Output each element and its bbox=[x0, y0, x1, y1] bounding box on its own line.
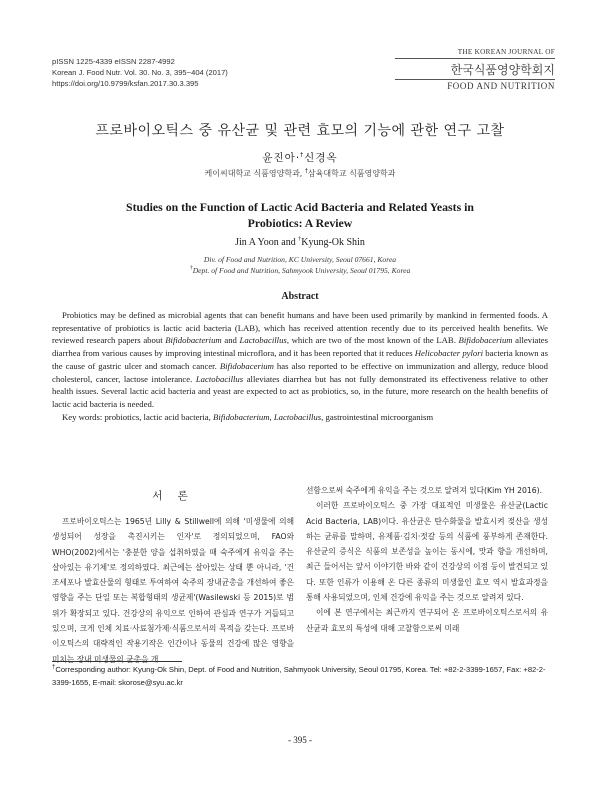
taxon-name: Bifidobacterium bbox=[165, 335, 222, 346]
citation-line: Korean J. Food Nutr. Vol. 30. No. 3, 395~404 (2017) bbox=[52, 68, 228, 77]
citation-block bbox=[52, 56, 228, 89]
corresponding-mark-en: † bbox=[298, 236, 302, 243]
abstract-paragraph bbox=[52, 309, 548, 411]
author-separator: · bbox=[295, 152, 301, 164]
abstract-text: Probiotics may be defined as microbial agents that can benefit humans and have been used primarily by mankind in fermented foods. A representative of probiotics is lactic acid bacteria (LAB), which has received attention recently due to its perceived health benefits. We reviewed research papers about bbox=[52, 310, 548, 346]
doi-line: https://doi.org/10.9799/ksfan.2017.30.3.395 bbox=[52, 79, 199, 88]
body-paragraph: 프로바이오틱스는 1965년 Lilly & Stillwell에 의해 '미생물에 의해 생성되어 성장을 촉진시키는 인자'로 정의되었으며, FAO와 WHO(2002)에서는 '충분한 양을 섭취하였을 때 숙주에게 유익을 주는 살아있는 유기체'로 정의하였다. 최근에는 살아있는 상태 뿐 아니라, '건조세포나 발효산물의 형태로 투여하여 숙주의 장내균총을 개선하여 좋은 영향을 주는 단일 또는 복합형태의 생균제'(Wasilewski 등 2015)로 범위가 확장되고 있다. 건강상의 유익으로 인하여 관심과 연구가 거듭되고 있으며, 크게 인체 치료·사료첨가제·식품으로서의 목적을 갖는다. 프로바이오틱스의 대략적인 작용기작은 인간이나 동물의 건강에 많은 영향을 미치는 장내 미생물의 균총을 개 bbox=[52, 517, 294, 664]
affil-1-en: Div. of Food and Nutrition, KC University, Seoul 07661, Korea bbox=[203, 255, 397, 264]
body-column-left bbox=[52, 514, 294, 667]
affil-2-ko: 삼육대학교 식품영양학과 bbox=[307, 169, 396, 178]
keyword-taxon: Lactobacillus bbox=[273, 411, 322, 422]
author-2-ko: 신경옥 bbox=[304, 152, 338, 164]
abstract-heading: Abstract bbox=[281, 291, 319, 302]
author-1-ko: 윤진아 bbox=[262, 152, 296, 164]
affil-2-en: Dept. of Food and Nutrition, Sahmyook University, Seoul 01795, Korea bbox=[192, 266, 411, 275]
affil-mark-en: † bbox=[189, 265, 193, 272]
journal-name-en-2: FOOD AND NUTRITION bbox=[395, 79, 555, 91]
taxon-name: Lactobacillus bbox=[239, 335, 287, 346]
affil-mark: † bbox=[304, 167, 308, 175]
section-heading-introduction: 서 론 bbox=[152, 490, 194, 502]
abstract-text: bacteria known as the cause of gastric ulcer and stomach cancer. bbox=[52, 348, 549, 371]
abstract-text: alleviates diarrhea but has not fully demonstrated its effectiveness relative to other health issues. Several lactic acid bacteria and yeast are expected to act as probiotics, so, in the future, more research on the health benefits of lactic acid bacteria is needed. bbox=[52, 373, 549, 409]
abstract-text: has also reported to be effective on immunization and allergy, reduce blood cholesterol, cancer, lactose intolerance. bbox=[52, 360, 548, 384]
corresponding-author-footnote bbox=[52, 664, 548, 689]
corresponding-mark: † bbox=[300, 151, 305, 159]
body-column-right bbox=[306, 483, 548, 636]
author-1-en: Jin A Yoon and bbox=[235, 237, 296, 248]
korean-affiliations bbox=[0, 168, 600, 179]
abstract-text: alleviates diarrhea from various causes by improving intestinal microflora, and it has been reported that it reduces bbox=[52, 335, 548, 359]
taxon-name: Bifidobacerium bbox=[458, 335, 513, 346]
footnote-rule bbox=[52, 661, 182, 662]
body-paragraph: 이러한 프로바이오틱스 중 가장 대표적인 미생물은 유산균(Lactic Acid Bacteria, LAB)이다. 유산균은 탄수화물을 발효시켜 젖산을 생성하는 균류를 말하며, 유제품·김치·젓갈 등의 식품에 풍부하게 존재한다. 유산균의 증식은 식품의 보존성을 높이는 동시에, 맛과 향을 개선하며, 최근 들어서는 앞서 이야기한 바와 같이 건강상의 이점 등이 발견되고 있다. 또한 인류가 이용해 온 다른 종류의 미생물인 효모 역시 발효과정을 통해 사용되었으며, 인체 건강에 유익을 주는 것으로 알려져 있다. bbox=[306, 501, 548, 603]
keywords-text: , gastrointestinal microorganism bbox=[321, 411, 434, 422]
korean-title: 프로바이오틱스 중 유산균 및 관련 효모의 기능에 관한 연구 고찰 bbox=[95, 123, 505, 139]
english-title: Studies on the Function of Lactic Acid Bacteria and Related Yeasts in Probiotics: A Review bbox=[126, 200, 474, 230]
english-affiliations bbox=[0, 254, 600, 276]
page-number: - 395 - bbox=[288, 735, 312, 745]
keywords-text: , bbox=[269, 411, 274, 422]
issn-line: pISSN 1225-4339 eISSN 2287-4992 bbox=[52, 57, 175, 66]
footnote-text: Corresponding author: Kyung-Ok Shin, Dept. of Food and Nutrition, Sahmyook University, Seoul 01795, Korea. Tel: +82-2-3399-1657, Fax: +82-2-3399-1655, E-mail: skorose@syu.ac.kr bbox=[52, 665, 546, 687]
korean-authors bbox=[0, 150, 600, 165]
abstract-text: , which are two of the most known of the LAB. bbox=[286, 335, 459, 346]
footnote-mark: † bbox=[52, 664, 56, 671]
keywords bbox=[52, 411, 548, 424]
taxon-name: Lactobacillus bbox=[195, 373, 244, 384]
affil-1-ko: 케이씨대학교 식품영양학과, bbox=[204, 169, 303, 178]
affil-2-en-line bbox=[0, 265, 600, 276]
keyword-taxon: Bifidobacterium bbox=[213, 411, 270, 422]
journal-name-ko: 한국식품영양학회지 bbox=[450, 63, 555, 77]
taxon-name: Helicobacter pylori bbox=[414, 348, 484, 359]
author-2-en: Kyung-Ok Shin bbox=[301, 237, 365, 248]
body-paragraph-continued: 선함으로써 숙주에게 유익을 주는 것으로 알려져 있다(Kim YH 2016). bbox=[306, 486, 543, 495]
keywords-text: Key words: probiotics, lactic acid bacteria, bbox=[62, 411, 214, 422]
english-authors bbox=[0, 237, 600, 248]
body-paragraph: 이에 본 연구에서는 최근까지 연구되어 온 프로바이오틱스로서의 유산균과 효모의 특성에 대해 고찰함으로써 미래 bbox=[306, 608, 548, 633]
taxon-name: Bifidobacerium bbox=[219, 360, 274, 371]
journal-logo bbox=[395, 48, 555, 91]
journal-name-en: THE KOREAN JOURNAL OF bbox=[395, 48, 555, 59]
abstract-text: and bbox=[221, 335, 240, 346]
abstract-body bbox=[52, 309, 548, 423]
